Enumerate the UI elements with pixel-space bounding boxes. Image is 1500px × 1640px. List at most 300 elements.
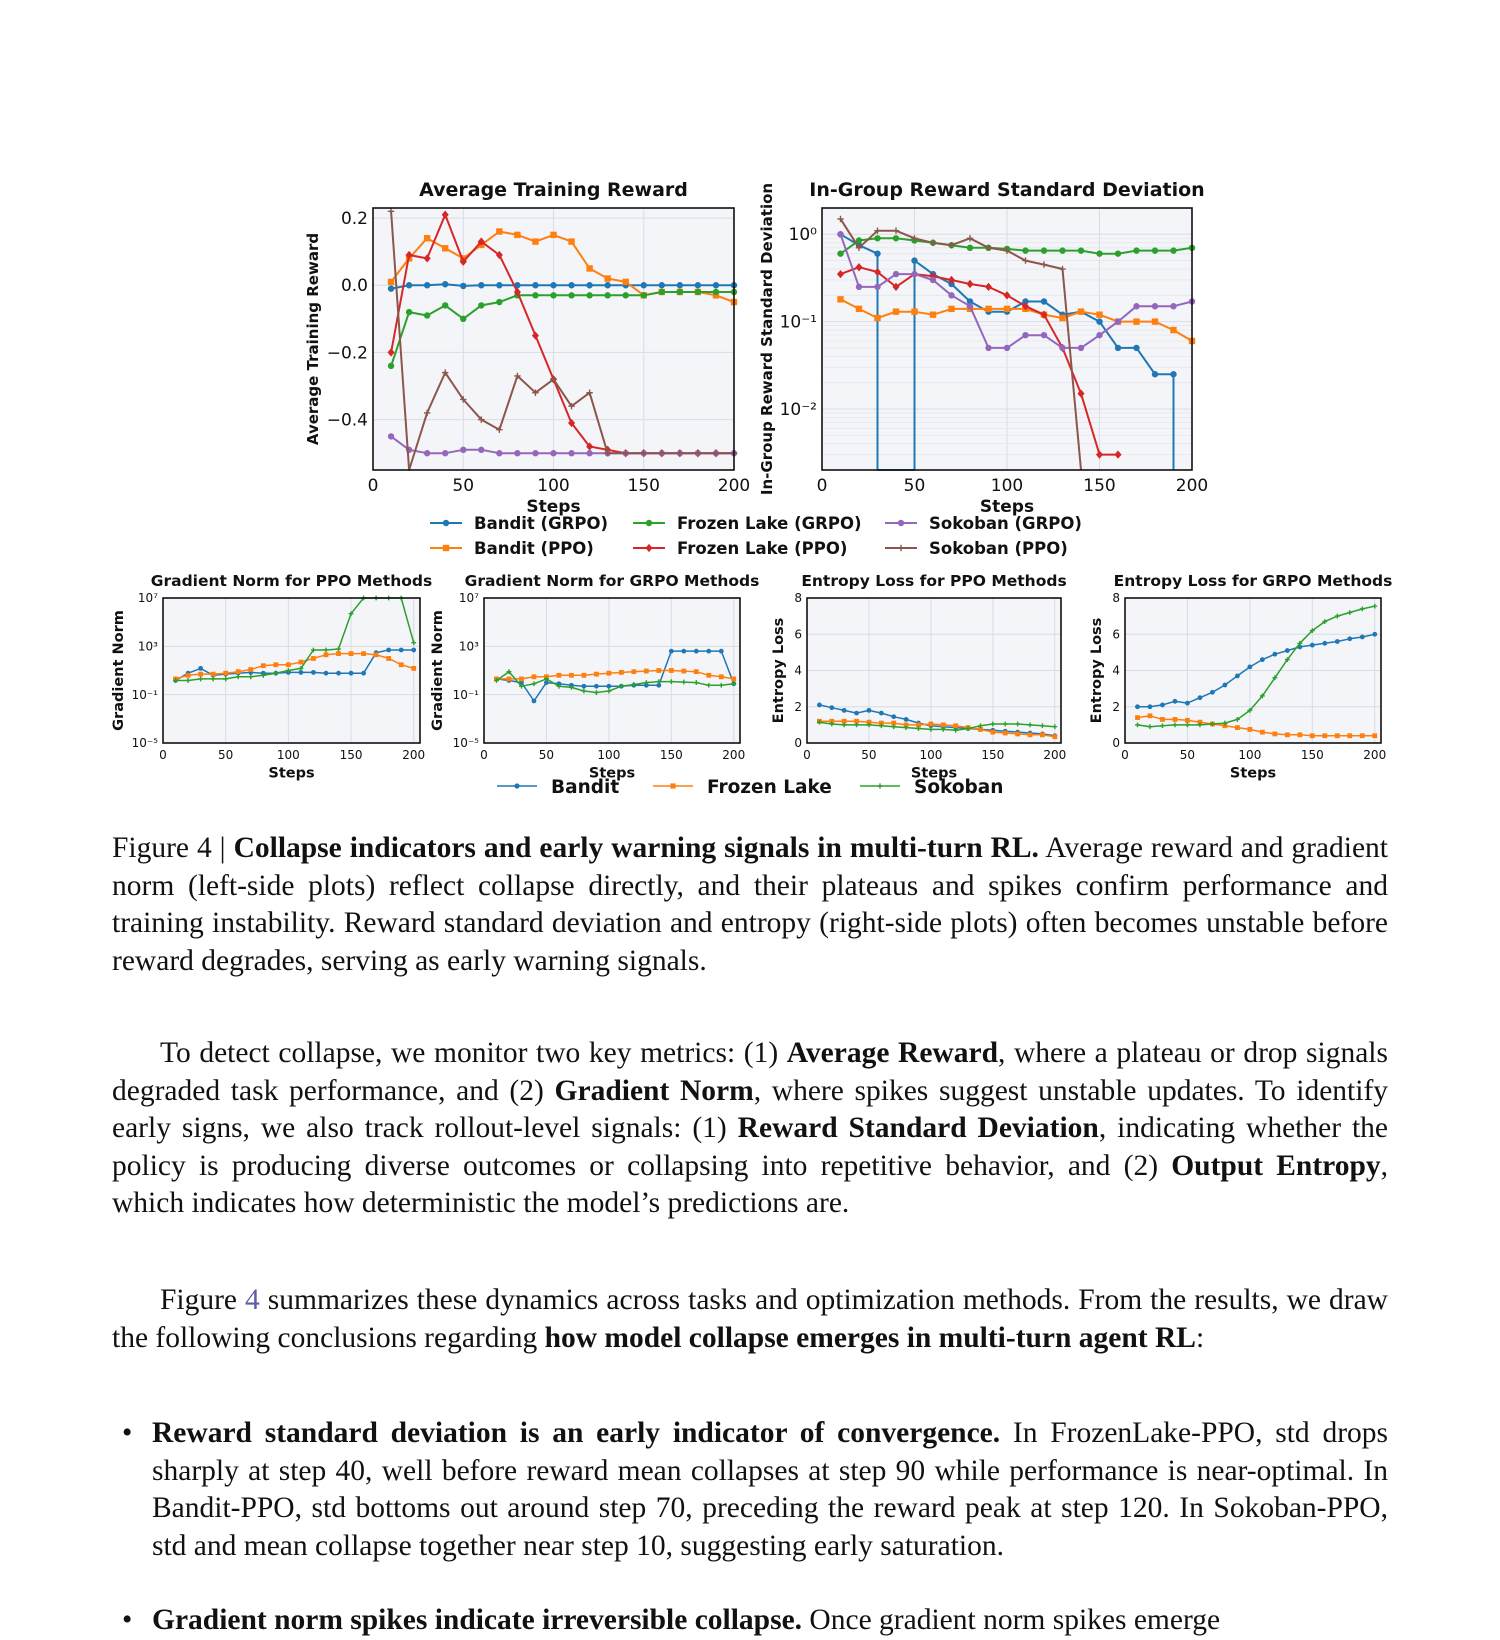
legend-top — [430, 514, 1082, 558]
data-point — [1335, 733, 1340, 738]
data-point — [406, 282, 412, 288]
data-point — [261, 663, 266, 668]
data-point — [1059, 345, 1065, 351]
data-point — [388, 279, 394, 285]
data-point — [582, 673, 587, 678]
data-point — [411, 648, 416, 653]
data-point — [713, 282, 719, 288]
data-point — [1135, 715, 1140, 720]
data-point — [1198, 695, 1203, 700]
data-point — [1310, 643, 1315, 648]
data-point — [514, 450, 520, 456]
data-point — [1170, 303, 1176, 309]
data-point — [879, 711, 884, 716]
y-tick-label: 10⁻⁵ — [131, 736, 158, 751]
legend-marker — [898, 545, 904, 551]
legend-label: Frozen Lake (PPO) — [677, 539, 848, 558]
data-point — [631, 669, 636, 674]
data-point — [442, 245, 448, 251]
data-point — [1360, 733, 1365, 738]
data-point — [586, 265, 592, 271]
data-point — [568, 450, 574, 456]
data-point — [681, 669, 686, 674]
y-axis-label: Entropy Loss — [1089, 617, 1105, 724]
data-point — [586, 282, 592, 288]
data-point — [623, 279, 629, 285]
data-point — [311, 670, 316, 675]
bullet-reward-std — [112, 1415, 1388, 1565]
x-tick-label: 50 — [452, 476, 475, 496]
legend-marker — [877, 783, 882, 788]
data-point — [681, 649, 686, 654]
data-point — [1004, 306, 1010, 312]
x-tick-label: 100 — [990, 476, 1024, 496]
data-point — [550, 232, 556, 238]
data-point — [1015, 732, 1020, 737]
x-axis-label: Steps — [588, 765, 636, 782]
y-tick-label: 0 — [1112, 736, 1120, 751]
data-point — [361, 651, 366, 656]
data-point — [211, 672, 216, 677]
chart-in-group-reward-standard-deviation — [758, 179, 1208, 517]
data-point — [1235, 725, 1240, 730]
y-tick-label: −0.2 — [326, 343, 368, 364]
data-point — [569, 673, 574, 678]
y-tick-label: 10⁻¹ — [452, 687, 479, 702]
x-tick-label: 50 — [861, 748, 877, 762]
x-tick-label: 150 — [627, 476, 660, 496]
data-point — [644, 669, 649, 674]
paragraph-figure-summary — [112, 1282, 1388, 1357]
data-point — [1170, 327, 1176, 333]
data-point — [478, 302, 484, 308]
data-point — [604, 282, 610, 288]
legend-marker — [670, 783, 675, 788]
data-point — [349, 671, 354, 676]
data-point — [198, 666, 203, 671]
figure-4 — [0, 0, 1500, 800]
x-tick-label: 0 — [1121, 748, 1129, 762]
x-tick-label: 0 — [367, 476, 379, 496]
data-point — [568, 292, 574, 298]
data-point — [911, 257, 917, 263]
y-axis-label: Gradient Norm — [430, 610, 446, 731]
data-point — [1310, 733, 1315, 738]
legend-label: Sokoban (GRPO) — [929, 514, 1082, 533]
x-tick-label: 200 — [1175, 476, 1209, 496]
data-point — [706, 673, 711, 678]
paragraph-detect-collapse — [112, 1035, 1388, 1223]
data-point — [1135, 704, 1140, 709]
data-point — [550, 282, 556, 288]
data-point — [1185, 718, 1190, 723]
data-point — [874, 235, 880, 241]
bullet1-text: In FrozenLake-PPO, std drops sharply at step 40, well before reward mean collapses at step 90 while performance is near-optimal. In Bandit-PPO, std bottoms out around step 70, preceding the reward peak at step 120. In Sokoban-PPO, std and mean collapse together near step 10, suggesting early saturation. — [152, 1417, 1388, 1562]
x-tick-label: 50 — [218, 748, 234, 762]
data-point — [532, 238, 538, 244]
legend-label: Bandit (PPO) — [474, 539, 594, 558]
data-point — [967, 303, 973, 309]
data-point — [837, 250, 843, 256]
data-point — [1133, 303, 1139, 309]
data-point — [677, 282, 683, 288]
x-tick-label: 100 — [276, 748, 300, 762]
data-point — [990, 730, 995, 735]
x-tick-label: 200 — [1043, 748, 1067, 762]
data-point — [1160, 717, 1165, 722]
para2-text-2: summarizes these dynamics across tasks and optimization methods. From the results, we draw the following conclusions regarding — [112, 1284, 1388, 1354]
chart-title: Gradient Norm for GRPO Methods — [464, 572, 760, 590]
data-point — [1133, 345, 1139, 351]
data-point — [604, 275, 610, 281]
data-point — [399, 648, 404, 653]
x-tick-label: 150 — [1300, 748, 1324, 762]
y-axis-label: Entropy Loss — [771, 617, 787, 724]
para1-bold-reward-std: Reward Standard Deviation — [737, 1112, 1099, 1144]
bullet-dot: • — [122, 1417, 133, 1449]
caption-label: Figure 4 | — [112, 832, 234, 864]
data-point — [1041, 247, 1047, 253]
chart-average-training-reward — [304, 179, 750, 517]
chart-title: Gradient Norm for PPO Methods — [150, 572, 433, 590]
x-tick-label: 200 — [402, 748, 426, 762]
data-point — [442, 450, 448, 456]
data-point — [694, 669, 699, 674]
data-point — [424, 282, 430, 288]
data-point — [223, 671, 228, 676]
data-point — [1160, 703, 1165, 708]
y-tick-label: 0.2 — [340, 209, 368, 230]
data-point — [948, 292, 954, 298]
chart-gradient-norm-for-grpo-methods — [430, 572, 759, 782]
data-point — [496, 450, 502, 456]
y-tick-label: 8 — [1112, 591, 1120, 606]
data-point — [953, 723, 958, 728]
data-point — [1173, 717, 1178, 722]
para1-text-1: To detect collapse, we monitor two key metrics: (1) — [160, 1037, 787, 1069]
x-tick-label: 150 — [1083, 476, 1116, 496]
data-point — [1115, 318, 1121, 324]
data-point — [911, 271, 917, 277]
y-tick-label: −0.4 — [326, 410, 368, 431]
x-tick-label: 0 — [803, 748, 811, 762]
data-point — [1096, 318, 1102, 324]
data-point — [442, 302, 448, 308]
x-tick-label: 100 — [537, 476, 570, 496]
data-point — [514, 232, 520, 238]
x-axis-label: Steps — [1229, 765, 1277, 782]
x-tick-label: 100 — [597, 748, 621, 762]
data-point — [874, 315, 880, 321]
data-point — [586, 292, 592, 298]
data-point — [1335, 639, 1340, 644]
figure-caption — [112, 830, 1388, 980]
y-tick-label: 4 — [794, 663, 802, 678]
caption-title: Collapse indicators and early warning signals in multi-turn RL. — [233, 832, 1039, 864]
x-tick-label: 0 — [816, 476, 828, 496]
data-point — [641, 292, 647, 298]
data-point — [1152, 247, 1158, 253]
data-point — [336, 671, 341, 676]
legend-label: Bandit (GRPO) — [474, 514, 609, 533]
para1-text-4: , indicating whether the policy is producing diverse outcomes or collapsing into repetitive behavior, and (2) — [112, 1112, 1389, 1182]
data-point — [694, 649, 699, 654]
data-point — [336, 651, 341, 656]
chart-title: Entropy Loss for GRPO Methods — [1113, 572, 1393, 590]
data-point — [568, 282, 574, 288]
data-point — [695, 282, 701, 288]
data-point — [442, 281, 448, 287]
data-point — [299, 660, 304, 665]
legend-marker — [514, 783, 519, 788]
y-tick-label: 10⁷ — [458, 591, 479, 606]
data-point — [1152, 303, 1158, 309]
data-point — [236, 669, 241, 674]
x-tick-label: 0 — [159, 748, 167, 762]
data-point — [1285, 732, 1290, 737]
x-tick-label: 50 — [903, 476, 926, 496]
data-point — [198, 672, 203, 677]
data-point — [1152, 318, 1158, 324]
legend-marker — [645, 544, 652, 552]
data-point — [324, 671, 329, 676]
legend-marker — [898, 520, 904, 526]
data-point — [713, 289, 719, 295]
caption-text: Average reward and gradient norm (left-side plots) reflect collapse directly, and their plateaus and spikes confirm performance and training instability. Reward standard deviation and entropy (right-side plots) often becomes unstable before reward degrades, serving as early warning signals. — [112, 832, 1388, 977]
data-point — [568, 238, 574, 244]
data-point — [532, 674, 537, 679]
data-point — [677, 289, 683, 295]
data-point — [837, 296, 843, 302]
data-point — [594, 672, 599, 677]
data-point — [388, 433, 394, 439]
data-point — [1223, 683, 1228, 688]
data-point — [532, 450, 538, 456]
data-point — [1004, 345, 1010, 351]
data-point — [1260, 730, 1265, 735]
data-point — [1022, 247, 1028, 253]
y-tick-label: 8 — [794, 591, 802, 606]
data-point — [1260, 657, 1265, 662]
x-axis-label: Steps — [268, 765, 315, 782]
data-point — [656, 668, 661, 673]
y-tick-label: 10⁻¹ — [131, 687, 158, 702]
data-point — [248, 667, 253, 672]
data-point — [532, 292, 538, 298]
data-point — [460, 316, 466, 322]
data-point — [273, 662, 278, 667]
bullet-dot: • — [122, 1604, 133, 1636]
chart-title: Average Training Reward — [419, 179, 688, 201]
data-point — [1078, 247, 1084, 253]
data-point — [1052, 734, 1057, 739]
legend-label: Sokoban (PPO) — [929, 539, 1068, 558]
data-point — [1115, 345, 1121, 351]
data-point — [856, 284, 862, 290]
data-point — [424, 235, 430, 241]
x-axis-label: Steps — [910, 765, 958, 782]
x-tick-label: 150 — [981, 748, 1005, 762]
data-point — [586, 450, 592, 456]
data-point — [1096, 312, 1102, 318]
data-point — [532, 699, 537, 704]
legend-marker — [443, 520, 449, 526]
data-point — [854, 711, 859, 716]
data-point — [460, 283, 466, 289]
data-point — [1152, 371, 1158, 377]
chart-gradient-norm-for-ppo-methods — [111, 572, 432, 782]
data-point — [594, 684, 599, 689]
plot-area — [484, 598, 740, 743]
data-point — [893, 235, 899, 241]
x-tick-label: 200 — [722, 748, 746, 762]
y-tick-label: 4 — [1112, 663, 1120, 678]
data-point — [1322, 641, 1327, 646]
data-point — [911, 308, 917, 314]
data-point — [424, 312, 430, 318]
para1-text-3: , where spikes suggest unstable updates. To identify early signs, we also track rollout-level signals: (1) — [112, 1074, 1389, 1144]
data-point — [361, 671, 366, 676]
data-point — [324, 652, 329, 657]
figure-reference-link[interactable]: 4 — [245, 1284, 260, 1316]
y-axis-label: In-Group Reward Standard Deviation — [758, 182, 776, 496]
data-point — [1028, 732, 1033, 737]
data-point — [719, 674, 724, 679]
data-point — [374, 652, 379, 657]
data-point — [641, 282, 647, 288]
data-point — [1185, 701, 1190, 706]
para1-text-5: , which indicates how deterministic the model’s predictions are. — [112, 1149, 1389, 1219]
data-point — [669, 649, 674, 654]
data-point — [967, 245, 973, 251]
data-point — [856, 306, 862, 312]
data-point — [623, 292, 629, 298]
data-point — [582, 684, 587, 689]
data-point — [619, 670, 624, 675]
data-point — [1372, 632, 1377, 637]
y-tick-label: 6 — [794, 627, 802, 642]
data-point — [948, 306, 954, 312]
y-axis-label: Gradient Norm — [111, 610, 127, 731]
data-point — [842, 708, 847, 713]
y-tick-label: 2 — [1112, 699, 1120, 714]
bullet2-text: Once gradient norm spikes emerge — [802, 1604, 1221, 1636]
para2-text-3: : — [1195, 1321, 1205, 1354]
data-point — [817, 703, 822, 708]
y-tick-label: 10³ — [458, 639, 479, 654]
data-point — [659, 289, 665, 295]
data-point — [186, 673, 191, 678]
data-point — [1096, 332, 1102, 338]
para1-bold-average-reward: Average Reward — [786, 1037, 998, 1069]
legend-bottom — [497, 777, 1003, 798]
legend-label: Frozen Lake — [707, 777, 832, 798]
data-point — [1133, 247, 1139, 253]
data-point — [519, 677, 524, 682]
chart-entropy-loss-for-grpo-methods — [1089, 572, 1392, 782]
data-point — [1022, 332, 1028, 338]
data-point — [829, 705, 834, 710]
x-tick-label: 200 — [717, 476, 751, 496]
legend-label: Bandit — [551, 777, 620, 798]
data-point — [532, 282, 538, 288]
y-tick-label: 10⁰ — [788, 225, 817, 246]
data-point — [1041, 298, 1047, 304]
para1-text-2: , where a plateau or drop signals degraded task performance, and (2) — [112, 1037, 1388, 1107]
y-tick-label: 6 — [1112, 627, 1120, 642]
y-tick-label: 10⁻¹ — [779, 312, 817, 333]
legend-label: Sokoban — [914, 777, 1004, 798]
data-point — [1210, 690, 1215, 695]
data-point — [496, 299, 502, 305]
data-point — [478, 447, 484, 453]
x-tick-label: 150 — [339, 748, 363, 762]
data-point — [929, 722, 934, 727]
data-point — [985, 345, 991, 351]
data-point — [1059, 247, 1065, 253]
para2-text-1: Figure — [160, 1284, 246, 1316]
data-point — [507, 677, 512, 682]
data-point — [286, 662, 291, 667]
data-point — [550, 292, 556, 298]
chart-entropy-loss-for-ppo-methods — [771, 572, 1067, 782]
x-tick-label: 200 — [1363, 748, 1387, 762]
data-point — [496, 228, 502, 234]
x-axis-label: Steps — [526, 497, 581, 517]
data-point — [1247, 727, 1252, 732]
y-tick-label: 0 — [794, 736, 802, 751]
data-point — [1041, 332, 1047, 338]
data-point — [731, 677, 736, 682]
data-point — [1372, 733, 1377, 738]
data-point — [1133, 318, 1139, 324]
data-point — [874, 250, 880, 256]
data-point — [388, 285, 394, 291]
data-point — [1148, 713, 1153, 718]
data-point — [659, 282, 665, 288]
y-tick-label: 10⁻⁵ — [452, 736, 479, 751]
data-point — [604, 292, 610, 298]
data-point — [1148, 704, 1153, 709]
data-point — [669, 668, 674, 673]
para2-bold-collapse-emerges: how model collapse emerges in multi-turn agent RL — [544, 1321, 1196, 1354]
data-point — [1170, 247, 1176, 253]
data-point — [386, 648, 391, 653]
para1-bold-gradient-norm: Gradient Norm — [554, 1074, 754, 1107]
data-point — [1173, 699, 1178, 704]
y-tick-label: 0.0 — [340, 276, 368, 297]
legend-marker — [443, 545, 449, 551]
chart-title: In-Group Reward Standard Deviation — [809, 179, 1205, 201]
x-tick-label: 0 — [480, 748, 488, 762]
data-point — [904, 717, 909, 722]
data-point — [1078, 345, 1084, 351]
data-point — [406, 309, 412, 315]
x-tick-label: 50 — [1179, 748, 1196, 762]
bullet1-bold: Reward standard deviation is an early indicator of convergence. — [152, 1417, 1001, 1449]
data-point — [388, 363, 394, 369]
data-point — [1170, 371, 1176, 377]
data-point — [311, 656, 316, 661]
data-point — [1347, 733, 1352, 738]
data-point — [1059, 315, 1065, 321]
data-point — [930, 312, 936, 318]
data-point — [1322, 733, 1327, 738]
x-tick-label: 50 — [538, 748, 555, 762]
y-tick-label: 10⁷ — [137, 591, 158, 606]
data-point — [837, 231, 843, 237]
data-point — [1003, 731, 1008, 736]
